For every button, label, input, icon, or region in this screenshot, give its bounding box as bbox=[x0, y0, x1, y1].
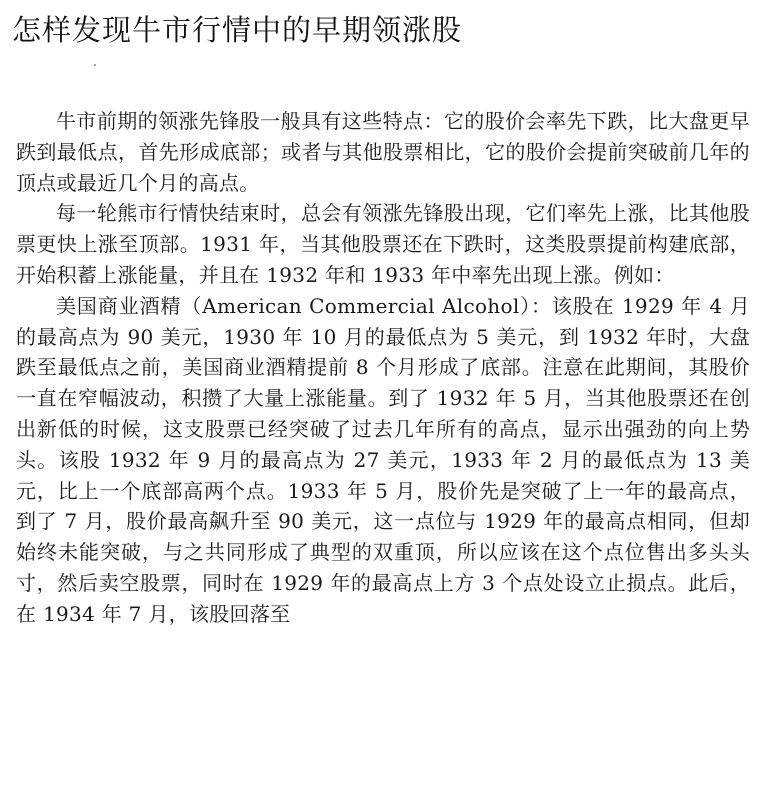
scan-speck bbox=[94, 64, 96, 66]
body-text bbox=[16, 106, 750, 630]
paragraph-3: 美国商业酒精（American Commercial Alcohol）：该股在 1929 年 4 月的最高点为 90 美元，1930 年 10 月的最低点为 5 美元，到 1932 年时，大盘跌至最低点之前，美国商业酒精提前 8 个月形成了底部。注意在此期间，其股价一直在窄幅波动，积攒了大量上涨能量。到了 1932 年 5 月，当其他股票还在创出新低的时候，这支股票已经突破了过去几年所有的高点，显示出强劲的向上势头。该股 1932 年 9 月的最高点为 27 美元，1933 年 2 月的最低点为 13 美元，比上一个底部高两个点。1933 年 5 月，股价先是突破了上一年的最高点，到了 7 月，股价最高飙升至 90 美元，这一点位与 1929 年的最高点相同，但却始终未能突破，与之共同形成了典型的双重顶，所以应该在这个点位售出多头头寸，然后卖空股票，同时在 1929 年的最高点上方 3 个点处设立止损点。此后，在 1934 年 7 月，该股回落至 bbox=[16, 293, 750, 626]
paragraph-1: 牛市前期的领涨先锋股一般具有这些特点：它的股价会率先下跌，比大盘更早跌到最低点，首先形成底部；或者与其他股票相比，它的股价会提前突破前几年的顶点或最近几个月的高点。 bbox=[16, 109, 750, 195]
section-title: 怎样发现牛市行情中的早期领涨股 bbox=[12, 13, 463, 47]
paragraph-2: 每一轮熊市行情快结束时，总会有领涨先锋股出现，它们率先上涨，比其他股票更快上涨至顶部。1931 年，当其他股票还在下跌时，这类股票提前构建底部，开始积蓄上涨能量，并且在 1932 年和 1933 年中率先出现上涨。例如： bbox=[16, 201, 750, 287]
